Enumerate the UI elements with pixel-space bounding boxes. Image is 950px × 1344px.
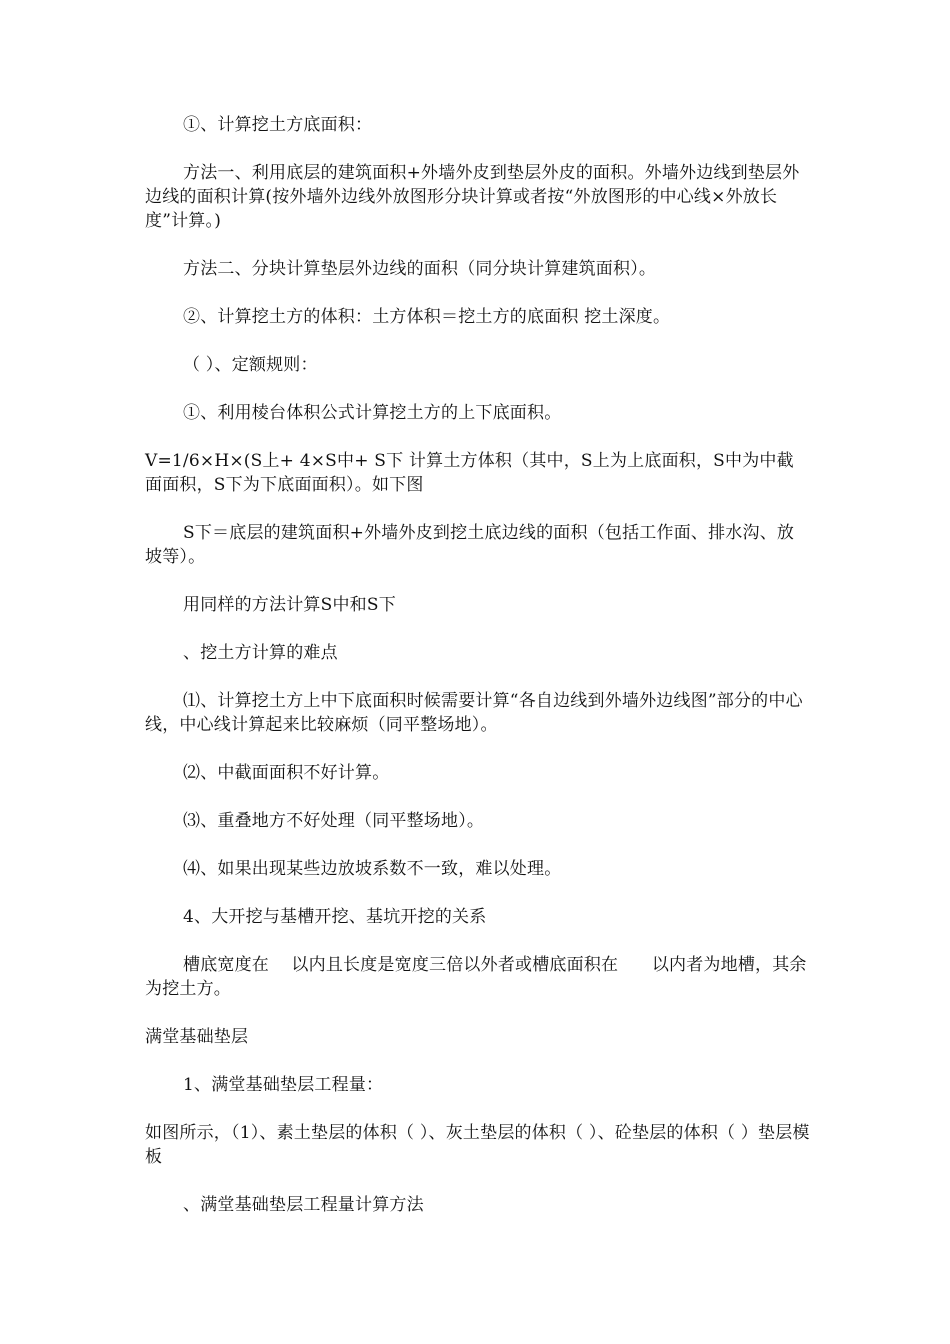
paragraph-heading: 、满堂基础垫层工程量计算方法 (183, 1195, 424, 1215)
paragraph: ⑷、如果出现某些边放坡系数不一致，难以处理。 (183, 859, 562, 879)
paragraph: V=1/6×H×(S上+ 4×S中+ S下 计算土方体积（其中，S上为上底面积，S中为中截面面积，S下为下底面面积）。如下图 (145, 451, 794, 495)
paragraph: 槽底宽度在 以内且长度是宽度三倍以外者或槽底面积在 以内者为地槽，其余为挖土方。 (145, 955, 807, 999)
paragraph: （ ）、定额规则： (183, 355, 318, 375)
paragraph-heading: 4、大开挖与基槽开挖、基坑开挖的关系 (183, 907, 487, 927)
paragraph: 方法一、利用底层的建筑面积+外墙外皮到垫层外皮的面积。外墙外边线到垫层外边线的面积计算(按外墙外边线外放图形分块计算或者按“外放图形的中心线×外放长度”计算。) (145, 163, 800, 231)
paragraph: 方法二、分块计算垫层外边线的面积（同分块计算建筑面积）。 (183, 259, 657, 279)
paragraph-heading: 1、满堂基础垫层工程量： (183, 1075, 384, 1095)
section-heading: 满堂基础垫层 (145, 1027, 249, 1047)
paragraph: ①、计算挖土方底面积： (183, 115, 373, 135)
paragraph: S下＝底层的建筑面积+外墙外皮到挖土底边线的面积（包括工作面、排水沟、放坡等）。 (145, 523, 795, 567)
paragraph: ⑵、中截面面积不好计算。 (183, 763, 390, 783)
paragraph: ①、利用棱台体积公式计算挖土方的上下底面积。 (183, 403, 562, 423)
paragraph: 如图所示，（1）、素土垫层的体积（ ）、灰土垫层的体积（ ）、砼垫层的体积（ ）垫层模板 (145, 1123, 810, 1167)
paragraph-heading: 、挖土方计算的难点 (183, 643, 338, 663)
paragraph: ⑴、计算挖土方上中下底面积时候需要计算“各自边线到外墙外边线图”部分的中心线，中心线计算起来比较麻烦（同平整场地）。 (145, 691, 803, 735)
paragraph: ②、计算挖土方的体积：土方体积＝挖土方的底面积 挖土深度。 (183, 307, 671, 327)
paragraph: ⑶、重叠地方不好处理（同平整场地）。 (183, 811, 485, 831)
paragraph: 用同样的方法计算S中和S下 (183, 595, 396, 615)
